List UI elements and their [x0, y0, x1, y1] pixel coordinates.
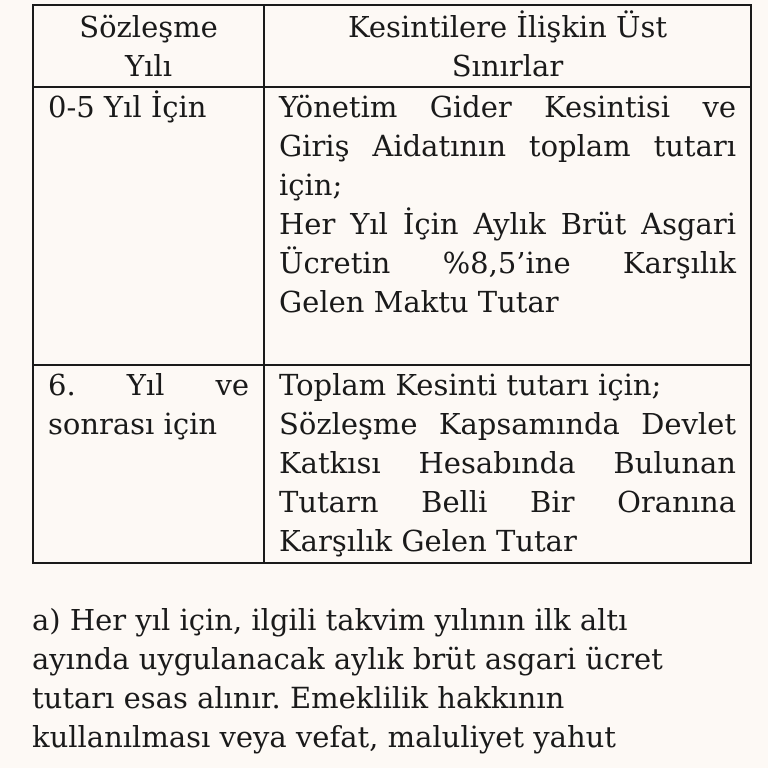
paragraph-line: tutarı esas alınır. Emeklilik hakkının: [32, 681, 565, 715]
header-year-line: Sözleşme: [79, 10, 218, 44]
paragraph-line: ayında uygulanacak aylık brüt asgari ücret: [32, 642, 663, 676]
limit-line: Katkısı Hesabında Bulunan: [279, 446, 736, 480]
header-year-line: Yılı: [125, 49, 172, 83]
limit-line: Ücretin %8,5’ine Karşılık: [279, 246, 736, 280]
row-year-cell: [33, 365, 264, 563]
limit-line: Yönetim Gider Kesintisi ve: [279, 90, 736, 124]
header-limits-line: Kesintilere İlişkin Üst: [347, 10, 668, 44]
row-year-text: sonrası için: [48, 407, 218, 441]
limit-line: Gelen Maktu Tutar: [279, 285, 559, 319]
row-limit-cell: [264, 365, 751, 563]
table-row: [33, 365, 751, 563]
limit-line: Toplam Kesinti tutarı için;: [279, 368, 662, 402]
row-limit-cell: [264, 87, 751, 365]
limit-line: Karşılık Gelen Tutar: [279, 524, 577, 558]
limit-line: Sözleşme Kapsamında Devlet: [279, 407, 736, 441]
header-limits-line: Sınırlar: [451, 49, 564, 83]
paragraph-line: kullanılması veya vefat, maluliyet yahut: [32, 720, 616, 754]
header-contract-year: [33, 5, 264, 87]
table-row: [33, 87, 751, 365]
table-header-row: [33, 5, 751, 87]
row-year-text: 0-5 Yıl İçin: [48, 90, 207, 124]
row-year-text: 6. Yıl ve: [48, 368, 249, 402]
limit-line: Giriş Aidatının toplam tutarı: [279, 129, 736, 163]
limit-line: Her Yıl İçin Aylık Brüt Asgari: [279, 207, 736, 241]
paragraph-line: a) Her yıl için, ilgili takvim yılının ilk altı: [32, 603, 628, 637]
header-deduction-limits: [264, 5, 751, 87]
row-year-cell: [33, 87, 264, 365]
deduction-limits-table: [32, 4, 752, 564]
body-paragraph: [32, 601, 732, 757]
limit-line: Tutarn Belli Bir Oranına: [279, 485, 736, 519]
limit-line: için;: [279, 168, 343, 202]
